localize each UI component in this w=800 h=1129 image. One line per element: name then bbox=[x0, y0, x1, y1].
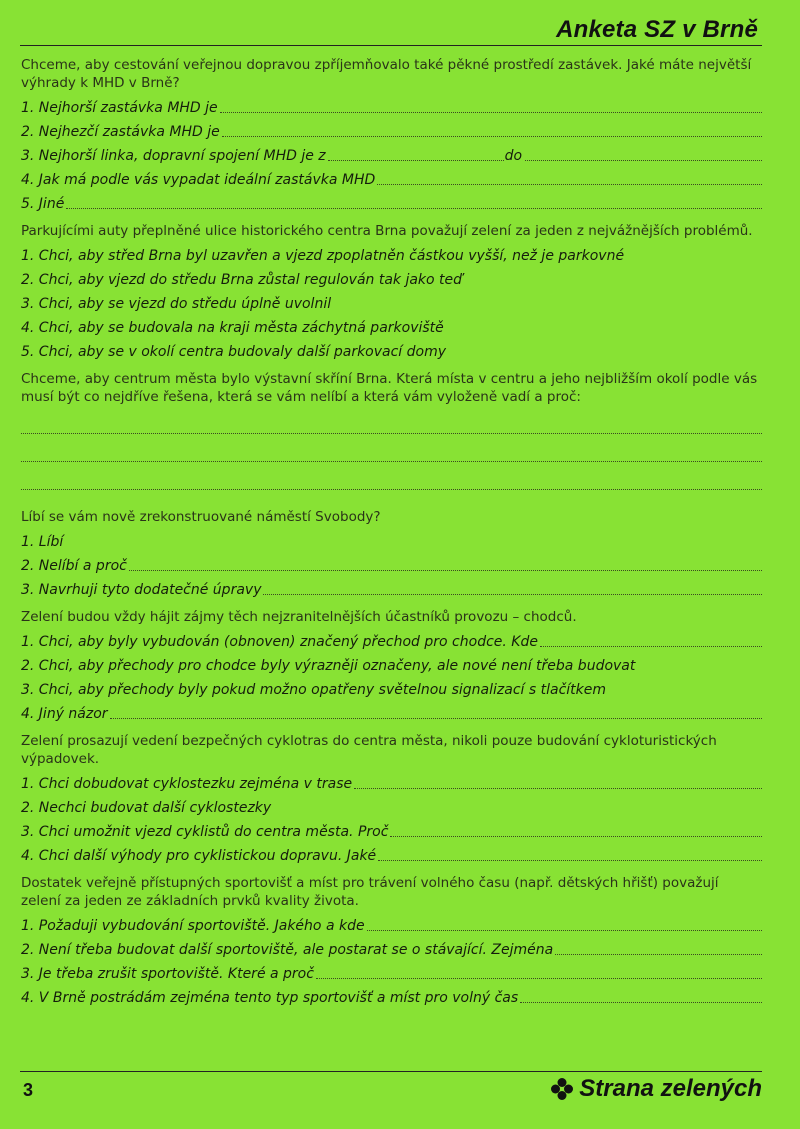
clover-icon bbox=[549, 1076, 575, 1102]
option-label: 5. Chci, aby se v okolí centra budovaly další parkovací domy bbox=[21, 344, 447, 360]
answer-line[interactable] bbox=[520, 986, 762, 1003]
option-item[interactable] bbox=[21, 796, 762, 820]
answer-line-from[interactable] bbox=[328, 144, 504, 161]
option-item[interactable] bbox=[21, 914, 762, 938]
answer-line[interactable] bbox=[540, 630, 762, 647]
answer-line[interactable] bbox=[222, 120, 762, 137]
section-intro: Zelení budou vždy hájit zájmy těch nejzranitelnějších účastníků provozu – chodců. bbox=[21, 609, 577, 625]
option-label: 4. Chci, aby se budovala na kraji města záchytná parkoviště bbox=[21, 320, 444, 336]
option-item[interactable] bbox=[21, 630, 762, 654]
option-label: 3. Chci, aby se vjezd do středu úplně uvolnil bbox=[21, 296, 332, 312]
question-label-to: do bbox=[504, 148, 523, 164]
section-intro: Zelení prosazují vedení bezpečných cyklotras do centra města, nikoli pouze budování cykloturistických výpadovek. bbox=[21, 733, 717, 767]
option-label: 4. Jiný názor bbox=[21, 706, 108, 722]
option-label: 1. Chci, aby byly vybudován (obnoven) značený přechod pro chodce. Kde bbox=[21, 634, 538, 650]
option-label: 2. Chci, aby přechody pro chodce byly výrazněji označeny, ale nové není třeba budovat bbox=[21, 658, 636, 674]
question-label: 1. Nejhorší zastávka MHD je bbox=[21, 100, 218, 116]
answer-line[interactable] bbox=[110, 702, 762, 719]
option-item[interactable] bbox=[21, 578, 762, 602]
option-label: 1. Chci, aby střed Brna byl uzavřen a vjezd zpoplatněn částkou vyšší, než je parkovné bbox=[21, 248, 625, 264]
section-city-centre bbox=[21, 370, 762, 490]
page-title: Anketa SZ v Brně bbox=[556, 16, 758, 43]
option-item[interactable] bbox=[21, 844, 762, 868]
option-label: 1. Požaduji vybudování sportoviště. Jakého a kde bbox=[21, 918, 365, 934]
question-label: 5. Jiné bbox=[21, 196, 65, 212]
option-label: 3. Je třeba zrušit sportoviště. Které a proč bbox=[21, 966, 314, 982]
option-item[interactable] bbox=[21, 554, 762, 578]
option-item[interactable] bbox=[21, 244, 762, 268]
section-intro: Chceme, aby cestování veřejnou dopravou zpříjemňovalo také pěkné prostředí zastávek. Jaké máte největší výhrady k MHD v Brně? bbox=[21, 57, 752, 91]
section-intro: Dostatek veřejně přístupných sportovišť a míst pro trávení volného času (např. dětských hřišť) považují zelení za jeden ze základních prvků kvality života. bbox=[21, 875, 719, 909]
option-item[interactable] bbox=[21, 340, 762, 364]
question-item[interactable] bbox=[21, 96, 762, 120]
option-label: 1. Chci dobudovat cyklostezku zejména v trase bbox=[21, 776, 353, 792]
answer-line[interactable] bbox=[66, 192, 762, 209]
question-label: 2. Nejhezčí zastávka MHD je bbox=[21, 124, 220, 140]
option-item[interactable] bbox=[21, 986, 762, 1010]
section-intro: Parkujícími auty přeplněné ulice historického centra Brna považují zelení za jeden z nejvážnějších problémů. bbox=[21, 223, 753, 239]
answer-line[interactable] bbox=[555, 938, 762, 955]
option-label: 2. Nechci budovat další cyklostezky bbox=[21, 800, 272, 816]
section-parking bbox=[21, 222, 762, 364]
question-label: 4. Jak má podle vás vypadat ideální zastávka MHD bbox=[21, 172, 376, 188]
answer-line[interactable] bbox=[21, 466, 762, 490]
option-item[interactable] bbox=[21, 820, 762, 844]
section-intro: Líbí se vám nově zrekonstruované náměstí Svobody? bbox=[21, 509, 381, 525]
answer-line[interactable] bbox=[263, 578, 762, 595]
survey-form bbox=[21, 56, 762, 1016]
answer-line[interactable] bbox=[21, 438, 762, 462]
option-label: 2. Není třeba budovat další sportoviště, ale postarat se o stávající. Zejména bbox=[21, 942, 554, 958]
option-label: 4. Chci další výhody pro cyklistickou dopravu. Jaké bbox=[21, 848, 377, 864]
option-item[interactable] bbox=[21, 962, 762, 986]
section-pedestrians bbox=[21, 608, 762, 726]
option-item[interactable] bbox=[21, 772, 762, 796]
footer-divider bbox=[20, 1071, 762, 1072]
answer-line[interactable] bbox=[377, 168, 762, 185]
question-item[interactable] bbox=[21, 168, 762, 192]
option-label: 4. V Brně postrádám zejména tento typ sportovišť a míst pro volný čas bbox=[21, 990, 519, 1006]
section-public-transport bbox=[21, 56, 762, 216]
header-divider bbox=[20, 45, 762, 46]
option-item[interactable] bbox=[21, 292, 762, 316]
option-label: 3. Chci, aby přechody byly pokud možno opatřeny světelnou signalizací s tlačítkem bbox=[21, 682, 607, 698]
answer-line[interactable] bbox=[316, 962, 762, 979]
answer-line[interactable] bbox=[129, 554, 762, 571]
option-item[interactable] bbox=[21, 938, 762, 962]
answer-line[interactable] bbox=[367, 914, 762, 931]
option-item[interactable] bbox=[21, 702, 762, 726]
party-logo bbox=[549, 1075, 762, 1103]
option-label: 2. Chci, aby vjezd do středu Brna zůstal regulován tak jako teď bbox=[21, 272, 463, 288]
answer-line[interactable] bbox=[21, 410, 762, 434]
option-item[interactable] bbox=[21, 316, 762, 340]
option-label: 2. Nelíbí a proč bbox=[21, 558, 127, 574]
option-item[interactable] bbox=[21, 678, 762, 702]
option-label: 3. Navrhuji tyto dodatečné úpravy bbox=[21, 582, 262, 598]
question-item[interactable] bbox=[21, 192, 762, 216]
answer-line[interactable] bbox=[378, 844, 762, 861]
answer-line-to[interactable] bbox=[525, 144, 762, 161]
answer-line[interactable] bbox=[390, 820, 762, 837]
answer-line[interactable] bbox=[354, 772, 762, 789]
option-item[interactable] bbox=[21, 268, 762, 292]
brand-name: Strana zelených bbox=[579, 1075, 762, 1102]
section-intro: Chceme, aby centrum města bylo výstavní skříní Brna. Která místa v centru a jeho nejbližším okolí podle vás musí být co nejdříve řešena, která se vám nelíbí a která vám vyloženě vadí a proč: bbox=[21, 371, 758, 405]
answer-line[interactable] bbox=[220, 96, 762, 113]
section-square bbox=[21, 508, 762, 602]
question-label: 3. Nejhorší linka, dopravní spojení MHD je z bbox=[21, 148, 326, 164]
section-cycling bbox=[21, 732, 762, 868]
question-item[interactable] bbox=[21, 120, 762, 144]
option-item[interactable] bbox=[21, 530, 762, 554]
option-item[interactable] bbox=[21, 654, 762, 678]
option-label: 3. Chci umožnit vjezd cyklistů do centra města. Proč bbox=[21, 824, 389, 840]
section-sports bbox=[21, 874, 762, 1010]
option-label: 1. Líbí bbox=[21, 534, 64, 550]
page-number: 3 bbox=[23, 1080, 34, 1100]
question-item[interactable] bbox=[21, 144, 762, 168]
